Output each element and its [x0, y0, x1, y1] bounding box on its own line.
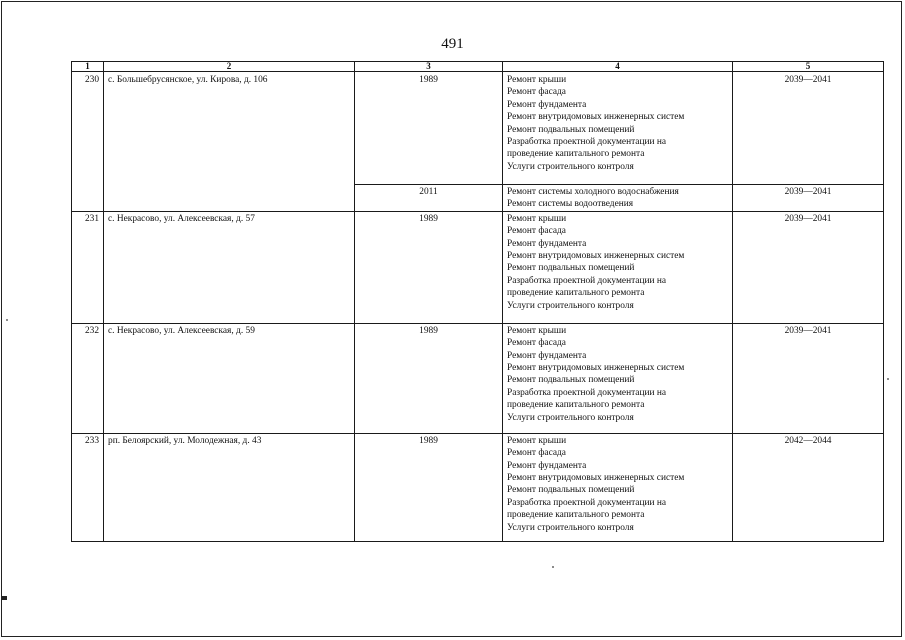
- page-number: 491: [441, 36, 464, 52]
- row-works: [503, 433, 733, 541]
- row-address: с. Некрасово, ул. Алексеевская, д. 59: [104, 323, 355, 433]
- work-item: Услуги строительного контроля: [507, 522, 634, 533]
- table-row: [72, 433, 884, 541]
- work-item: Ремонт подвальных помещений: [507, 263, 635, 274]
- row-year: 2011: [355, 185, 503, 212]
- scan-edge-mark: [2, 596, 7, 600]
- row-number: 230: [72, 72, 104, 212]
- work-item: Ремонт внутридомовых инженерных систем: [507, 363, 685, 374]
- work-item: Разработка проектной документации на: [507, 137, 667, 148]
- work-item: Ремонт крыши: [507, 213, 567, 224]
- row-period: 2039—2041: [733, 185, 884, 212]
- scan-speck: [6, 319, 8, 321]
- work-item: Ремонт внутридомовых инженерных систем: [507, 251, 685, 262]
- row-works: [503, 72, 733, 185]
- row-number: 232: [72, 323, 104, 433]
- work-item: Ремонт подвальных помещений: [507, 485, 635, 496]
- work-item: Ремонт фундамента: [507, 350, 587, 361]
- row-year: 1989: [355, 72, 503, 185]
- repair-schedule-table: [71, 61, 884, 542]
- row-period: 2039—2041: [733, 323, 884, 433]
- work-item: Услуги строительного контроля: [507, 300, 634, 311]
- row-year: 1989: [355, 211, 503, 323]
- table-row: [72, 323, 884, 433]
- work-item: проведение капитального ремонта: [507, 149, 645, 160]
- column-header-3: 3: [355, 62, 503, 72]
- work-item: Ремонт внутридомовых инженерных систем: [507, 473, 685, 484]
- work-item: Ремонт фасада: [507, 87, 566, 98]
- row-number: 233: [72, 433, 104, 541]
- work-item: Разработка проектной документации на: [507, 497, 667, 508]
- work-item: проведение капитального ремонта: [507, 510, 645, 521]
- work-item: Ремонт крыши: [507, 75, 567, 85]
- table-row: [72, 72, 884, 185]
- work-item: Ремонт крыши: [507, 325, 567, 336]
- scan-speck: [552, 566, 554, 568]
- work-item: Ремонт подвальных помещений: [507, 124, 635, 135]
- work-item: Разработка проектной документации на: [507, 387, 667, 398]
- row-number: 231: [72, 211, 104, 323]
- work-item: Ремонт фасада: [507, 226, 566, 237]
- row-year: 1989: [355, 323, 503, 433]
- row-address: с. Некрасово, ул. Алексеевская, д. 57: [104, 211, 355, 323]
- row-year: 1989: [355, 433, 503, 541]
- row-address: рп. Белоярский, ул. Молодежная, д. 43: [104, 433, 355, 541]
- row-period: 2039—2041: [733, 72, 884, 185]
- row-period: 2042—2044: [733, 433, 884, 541]
- row-works: [503, 211, 733, 323]
- work-item: Ремонт подвальных помещений: [507, 375, 635, 386]
- work-item: Ремонт фундамента: [507, 99, 587, 110]
- work-item: Ремонт системы холодного водоснабжения: [507, 187, 679, 197]
- column-header-1: 1: [72, 62, 104, 72]
- scan-speck: [887, 378, 889, 380]
- header-row: [72, 62, 884, 72]
- work-item: Ремонт фундамента: [507, 238, 587, 249]
- work-item: Ремонт внутридомовых инженерных систем: [507, 112, 685, 123]
- work-item: Ремонт фасада: [507, 448, 566, 459]
- work-item: Услуги строительного контроля: [507, 412, 634, 423]
- work-item: Ремонт крыши: [507, 435, 567, 446]
- table-row: [72, 211, 884, 323]
- work-item: Ремонт фундамента: [507, 460, 587, 471]
- work-item: проведение капитального ремонта: [507, 288, 645, 299]
- work-item: Разработка проектной документации на: [507, 275, 667, 286]
- work-item: Ремонт фасада: [507, 338, 566, 349]
- column-header-4: 4: [503, 62, 733, 72]
- row-works: [503, 185, 733, 212]
- row-works: [503, 323, 733, 433]
- row-address: с. Большебрусянское, ул. Кирова, д. 106: [104, 72, 355, 212]
- column-header-5: 5: [733, 62, 884, 72]
- column-header-2: 2: [104, 62, 355, 72]
- work-item: Ремонт системы водоотведения: [507, 199, 634, 210]
- row-period: 2039—2041: [733, 211, 884, 323]
- work-item: проведение капитального ремонта: [507, 400, 645, 411]
- work-item: Услуги строительного контроля: [507, 161, 634, 172]
